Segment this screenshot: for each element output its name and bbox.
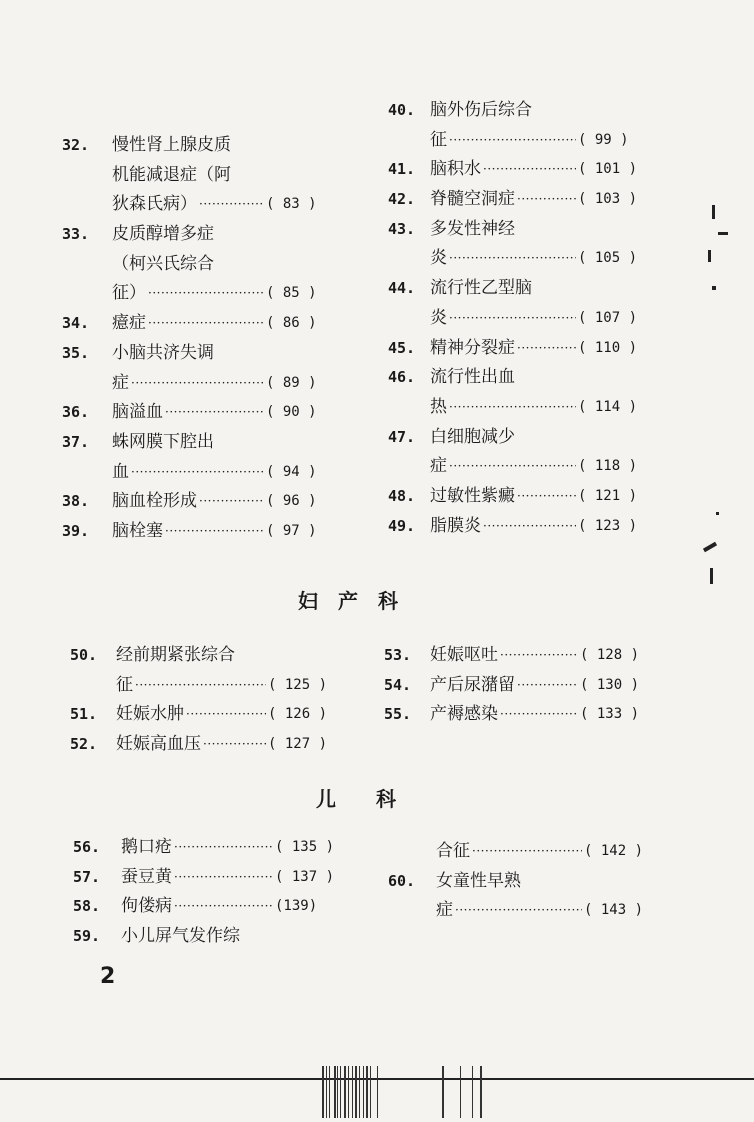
toc-entry-line	[62, 131, 330, 161]
barcode-bar	[337, 1066, 338, 1118]
toc-page-reference: ( 83 )	[266, 196, 317, 213]
barcode-bar	[363, 1066, 364, 1118]
toc-entry-number: 54.	[384, 675, 412, 694]
toc-entry-title: 癔症	[112, 313, 146, 334]
toc-entry-line	[388, 126, 650, 156]
barcode-bar	[359, 1066, 360, 1118]
barcode-bar	[370, 1066, 371, 1118]
toc-entry-number: 43.	[388, 219, 416, 238]
toc-leader-dots	[449, 126, 576, 156]
scan-speck	[716, 512, 719, 515]
toc-entry-line	[388, 215, 650, 245]
toc-entry-line	[70, 641, 338, 671]
toc-leader-dots	[483, 512, 576, 542]
toc-entry-number: 51.	[70, 705, 98, 724]
toc-page-reference: ( 101 )	[578, 161, 638, 178]
toc-column-right-pediatrics	[388, 837, 650, 926]
toc-page-reference: ( 143 )	[584, 902, 644, 919]
toc-leader-dots	[148, 309, 264, 339]
toc-entry-title: 机能减退症（阿	[112, 164, 231, 185]
toc-entry-title: 经前期紧张综合	[116, 645, 235, 665]
toc-entry-line	[388, 244, 650, 274]
toc-entry-line	[62, 487, 330, 517]
toc-entry-line	[388, 452, 650, 482]
toc-entry-line	[73, 922, 341, 952]
toc-entry-line	[62, 161, 330, 191]
barcode-bar	[352, 1066, 353, 1118]
toc-entry-title: 脑栓塞	[112, 520, 163, 541]
toc-entry-line	[388, 896, 650, 926]
toc-entry-number: 56.	[73, 838, 101, 856]
barcode-bar	[340, 1066, 341, 1118]
scan-barcode-mark	[322, 1066, 492, 1118]
toc-entry-title: 征）	[112, 283, 146, 304]
barcode-bar	[480, 1066, 482, 1118]
toc-entry-title: 症	[112, 372, 129, 393]
toc-page-reference: ( 89 )	[266, 374, 317, 391]
toc-leader-dots	[135, 671, 266, 701]
toc-entry-title: 炎	[430, 248, 447, 269]
toc-entry-number: 49.	[388, 516, 416, 535]
toc-page-reference: ( 103 )	[578, 191, 638, 208]
toc-leader-dots	[472, 837, 582, 867]
toc-entry-line	[62, 220, 330, 250]
toc-entry-number: 52.	[70, 735, 98, 754]
toc-entry-title: 热	[430, 396, 447, 417]
toc-entry-number: 39.	[62, 521, 90, 540]
page-number: 2	[100, 964, 116, 989]
toc-entry-title: 小儿屏气发作综	[121, 926, 240, 947]
toc-entry-title: 精神分裂症	[430, 337, 515, 358]
toc-entry-number: 60.	[388, 871, 416, 890]
barcode-bar	[442, 1066, 444, 1118]
toc-leader-dots	[455, 896, 582, 926]
toc-leader-dots	[517, 482, 576, 512]
toc-entry-line	[62, 250, 330, 280]
toc-entry-number: 45.	[388, 338, 416, 357]
toc-entry-line	[62, 279, 330, 309]
toc-entry-title: 佝偻病	[121, 896, 172, 917]
toc-leader-dots	[165, 398, 264, 428]
toc-leader-dots	[186, 700, 266, 730]
toc-entry-line	[388, 867, 650, 897]
toc-entry-title: 小脑共济失调	[112, 342, 214, 363]
toc-entry-line	[62, 190, 330, 220]
toc-page-reference: ( 107 )	[578, 309, 638, 326]
toc-page-reference: ( 135 )	[275, 839, 335, 855]
toc-page-reference: ( 90 )	[266, 404, 317, 421]
barcode-bar	[355, 1066, 357, 1118]
toc-entry-title: 女童性早熟	[436, 870, 521, 891]
toc-leader-dots	[500, 700, 578, 730]
toc-page-reference: ( 118 )	[578, 458, 638, 475]
toc-entry-number: 40.	[388, 101, 416, 119]
scan-speck	[718, 232, 728, 235]
toc-leader-dots	[131, 369, 264, 399]
toc-page-reference: ( 105 )	[578, 250, 638, 267]
toc-entry-title: 过敏性紫癜	[430, 485, 515, 506]
toc-entry-number: 34.	[62, 314, 90, 333]
toc-entry-title: 脑溢血	[112, 402, 163, 423]
toc-entry-line	[62, 369, 330, 399]
barcode-bar	[460, 1066, 461, 1118]
toc-column-right-neurology	[388, 96, 650, 541]
toc-column-left-gynecology	[70, 641, 338, 760]
toc-entry-title: 流行性乙型脑	[430, 278, 532, 299]
toc-column-left-neurology	[62, 131, 330, 547]
barcode-bar	[366, 1066, 368, 1118]
toc-leader-dots	[500, 641, 578, 671]
barcode-bar	[348, 1066, 349, 1118]
toc-leader-dots	[199, 190, 264, 220]
barcode-bar	[334, 1066, 336, 1118]
toc-leader-dots	[449, 393, 576, 423]
toc-leader-dots	[148, 279, 264, 309]
toc-entry-line	[388, 482, 650, 512]
toc-entry-title: 妊娠高血压	[116, 734, 201, 755]
toc-entry-title: 征	[430, 129, 447, 150]
toc-entry-title: （柯兴氏综合	[112, 253, 214, 274]
toc-entry-line	[62, 458, 330, 488]
toc-entry-number: 41.	[388, 160, 416, 179]
section-heading-gynecology: 妇 产 科	[298, 589, 398, 613]
toc-page-reference: ( 126 )	[268, 706, 328, 723]
toc-entry-number: 53.	[384, 646, 412, 664]
scan-speck	[710, 568, 713, 584]
toc-entry-line	[73, 892, 341, 922]
toc-entry-line	[384, 641, 646, 671]
toc-page-reference: ( 99 )	[578, 131, 629, 148]
toc-entry-number: 36.	[62, 403, 90, 422]
toc-page-reference: ( 125 )	[268, 676, 328, 693]
toc-leader-dots	[131, 458, 264, 488]
toc-leader-dots	[483, 155, 576, 185]
toc-entry-line	[388, 837, 650, 867]
toc-entry-number: 58.	[73, 897, 101, 916]
toc-leader-dots	[199, 487, 264, 517]
toc-page-reference: ( 85 )	[266, 285, 317, 302]
toc-entry-title: 妊娠水肿	[116, 704, 184, 725]
section-heading-pediatrics: 儿 科	[316, 787, 396, 811]
toc-leader-dots	[449, 244, 576, 274]
toc-entry-title: 多发性神经	[430, 218, 515, 239]
toc-leader-dots	[449, 304, 576, 334]
toc-entry-line	[388, 304, 650, 334]
toc-page-reference: ( 142 )	[584, 843, 644, 859]
toc-entry-title: 慢性肾上腺皮质	[112, 135, 231, 155]
toc-entry-number: 37.	[62, 432, 90, 451]
toc-page-reference: ( 128 )	[580, 647, 640, 663]
toc-leader-dots	[165, 517, 264, 547]
toc-entry-line	[388, 363, 650, 393]
toc-entry-number: 44.	[388, 279, 416, 298]
toc-leader-dots	[174, 833, 273, 863]
toc-entry-title: 白细胞减少	[430, 426, 515, 447]
toc-page-reference: ( 130 )	[580, 676, 640, 693]
toc-entry-line	[384, 700, 646, 730]
toc-entry-number: 59.	[73, 927, 101, 946]
toc-entry-line	[62, 398, 330, 428]
barcode-bar	[329, 1066, 330, 1118]
toc-entry-number: 42.	[388, 190, 416, 209]
toc-entry-line	[70, 730, 338, 760]
toc-entry-line	[70, 671, 338, 701]
toc-leader-dots	[517, 185, 576, 215]
toc-entry-title: 脑积水	[430, 159, 481, 180]
toc-entry-line	[388, 423, 650, 453]
toc-entry-number: 35.	[62, 343, 90, 362]
toc-entry-title: 鹅口疮	[121, 837, 172, 857]
barcode-bar	[322, 1066, 324, 1118]
toc-entry-line	[388, 393, 650, 423]
toc-leader-dots	[174, 863, 273, 893]
toc-entry-line	[73, 833, 341, 863]
toc-entry-title: 脂膜炎	[430, 515, 481, 536]
toc-leader-dots	[517, 671, 578, 701]
toc-entry-title: 症	[436, 900, 453, 921]
toc-entry-title: 症	[430, 456, 447, 477]
toc-entry-title: 合征	[436, 841, 470, 861]
barcode-bar	[472, 1066, 473, 1118]
toc-page-reference: ( 121 )	[578, 487, 638, 504]
toc-page-reference: ( 96 )	[266, 493, 317, 510]
toc-entry-number: 55.	[384, 705, 412, 724]
toc-entry-line	[62, 309, 330, 339]
barcode-bar	[377, 1066, 378, 1118]
toc-entry-title: 产后尿潴留	[430, 674, 515, 695]
toc-entry-line	[384, 671, 646, 701]
toc-entry-line	[388, 185, 650, 215]
toc-page-reference: (139)	[275, 898, 318, 915]
toc-leader-dots	[449, 452, 576, 482]
toc-entry-title: 狄森氏病）	[112, 194, 197, 215]
toc-entry-line	[70, 700, 338, 730]
toc-entry-title: 蛛网膜下腔出	[112, 431, 214, 452]
scan-speck	[703, 542, 717, 552]
toc-entry-title: 脊髓空洞症	[430, 189, 515, 210]
toc-entry-title: 征	[116, 674, 133, 695]
toc-entry-line	[388, 512, 650, 542]
toc-page-reference: ( 86 )	[266, 315, 317, 332]
toc-page-reference: ( 133 )	[580, 706, 640, 723]
toc-entry-number: 47.	[388, 427, 416, 446]
toc-entry-line	[388, 274, 650, 304]
scan-speck	[708, 250, 711, 262]
toc-page-reference: ( 97 )	[266, 522, 317, 539]
toc-entry-title: 血	[112, 461, 129, 482]
toc-entry-number: 57.	[73, 867, 101, 886]
toc-entry-line	[62, 339, 330, 369]
toc-column-right-gynecology	[384, 641, 646, 730]
scan-speck	[712, 205, 715, 219]
toc-entry-line	[62, 517, 330, 547]
toc-entry-line	[388, 334, 650, 364]
scan-speck	[712, 286, 716, 290]
toc-entry-number: 32.	[62, 136, 90, 154]
toc-page-reference: ( 94 )	[266, 463, 317, 480]
toc-entry-number: 33.	[62, 225, 90, 244]
toc-entry-title: 妊娠呕吐	[430, 645, 498, 665]
toc-entry-line	[62, 428, 330, 458]
toc-page-reference: ( 123 )	[578, 517, 638, 534]
toc-entry-title: 脑外伤后综合	[430, 100, 532, 120]
toc-entry-number: 46.	[388, 368, 416, 387]
toc-leader-dots	[174, 892, 273, 922]
barcode-bar	[326, 1066, 327, 1118]
toc-entry-title: 流行性出血	[430, 367, 515, 388]
toc-page-reference: ( 127 )	[268, 736, 328, 753]
toc-entry-line	[73, 863, 341, 893]
toc-entry-title: 蚕豆黄	[121, 866, 172, 887]
toc-entry-line	[388, 96, 650, 126]
toc-entry-number: 38.	[62, 492, 90, 511]
barcode-bar	[344, 1066, 346, 1118]
toc-column-left-pediatrics	[73, 833, 341, 952]
toc-entry-title: 产褥感染	[430, 704, 498, 725]
toc-page-reference: ( 110 )	[578, 339, 638, 356]
toc-entry-title: 脑血栓形成	[112, 491, 197, 512]
toc-leader-dots	[203, 730, 266, 760]
toc-entry-number: 50.	[70, 646, 98, 664]
toc-entry-line	[388, 155, 650, 185]
toc-leader-dots	[517, 334, 576, 364]
toc-entry-title: 炎	[430, 307, 447, 328]
toc-page-reference: ( 114 )	[578, 398, 638, 415]
toc-page-reference: ( 137 )	[275, 868, 335, 885]
toc-entry-number: 48.	[388, 486, 416, 505]
toc-entry-title: 皮质醇增多症	[112, 224, 214, 245]
